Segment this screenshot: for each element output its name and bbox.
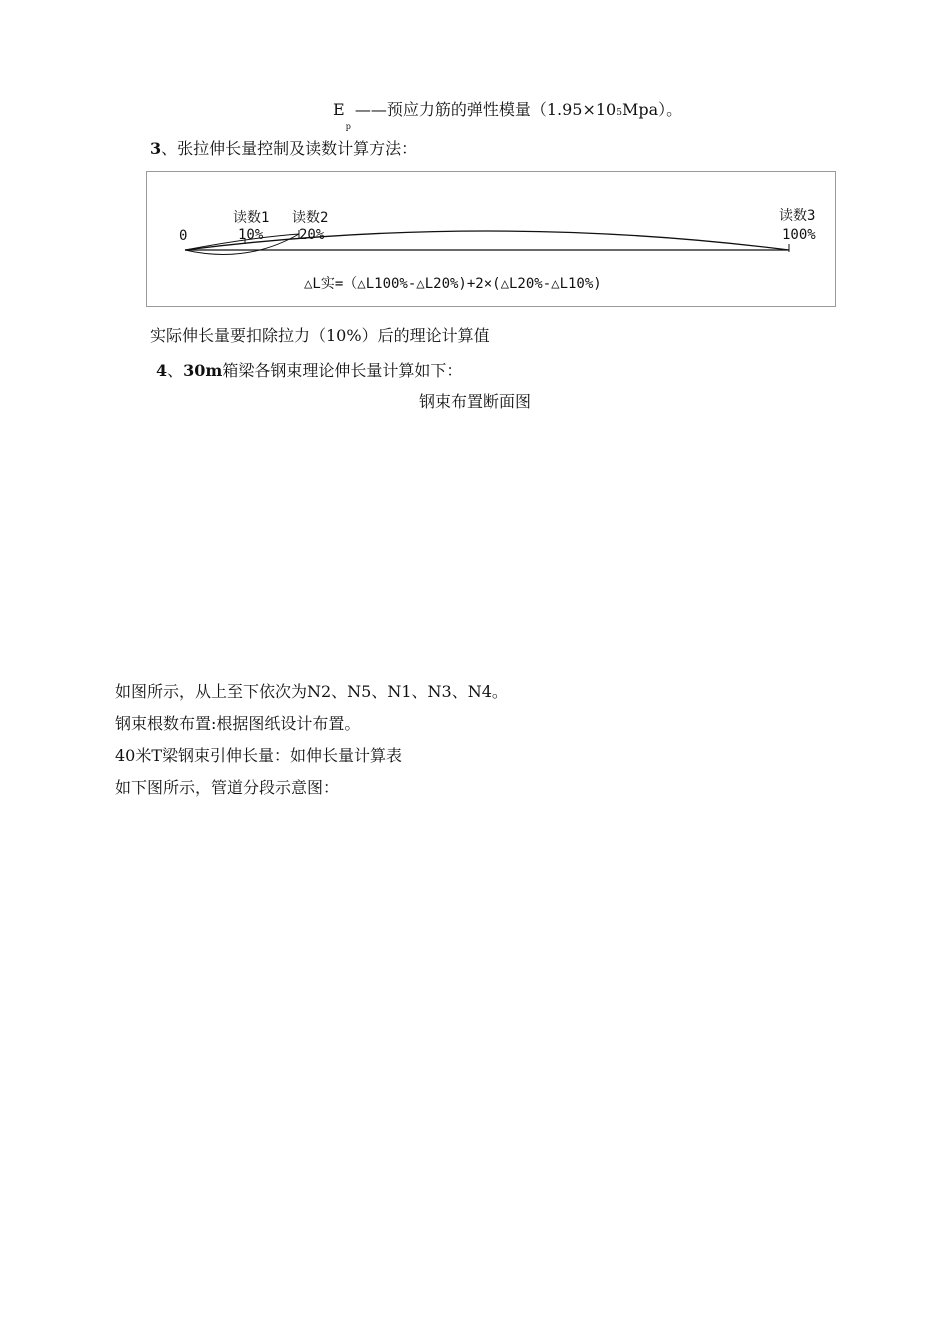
reading-3-pct: 100% bbox=[782, 227, 816, 243]
reading-2-pct: 20% bbox=[299, 227, 325, 243]
paragraph-count: 钢束根数布置:根据图纸设计布置。 bbox=[115, 714, 361, 733]
paragraph-order: 如图所示，从上至下依次为N2、N5、N1、N3、N4。 bbox=[115, 682, 508, 701]
section-4-bold: 30m bbox=[183, 361, 223, 380]
reading-1-name: 读数1 bbox=[233, 210, 270, 226]
ep-dash: —— bbox=[354, 100, 387, 119]
ep-text-before: 预应力筋的弹性模量（1.95×10 bbox=[386, 100, 617, 119]
tendon-arc bbox=[185, 231, 789, 250]
section-3-title: 、张拉伸长量控制及读数计算方法： bbox=[161, 139, 418, 158]
reading-1-pct: 10% bbox=[238, 227, 264, 243]
reading-3-name: 读数3 bbox=[779, 208, 816, 224]
ep-text-after: Mpa）。 bbox=[621, 100, 683, 119]
note-after-figure: 实际伸长量要扣除拉力（10%）后的理论计算值 bbox=[150, 326, 490, 345]
section-3-number: 3 bbox=[150, 139, 162, 158]
paragraph-elongation: 40米T梁钢束引伸长量：如伸长量计算表 bbox=[115, 746, 403, 765]
ep-symbol: E bbox=[333, 100, 345, 119]
section-3-heading bbox=[150, 136, 417, 159]
elastic-modulus-line bbox=[333, 97, 683, 131]
reading-2-name: 读数2 bbox=[292, 210, 329, 226]
section-4-heading bbox=[156, 358, 462, 381]
ep-subscript: p bbox=[345, 122, 351, 131]
section-4-title: 箱梁各钢束理论伸长量计算如下： bbox=[222, 361, 463, 380]
tendon-layout-caption: 钢束布置断面图 bbox=[419, 392, 532, 411]
elongation-formula: △L实=（△L100%-△L20%)+2×(△L20%-△L10%) bbox=[304, 276, 602, 292]
ep-exponent: 5 bbox=[616, 108, 622, 118]
elongation-reading-diagram bbox=[146, 171, 836, 307]
section-4-number: 4 bbox=[156, 361, 168, 380]
label-zero: 0 bbox=[179, 228, 188, 244]
paragraph-segment-diagram: 如下图所示，管道分段示意图： bbox=[115, 778, 340, 797]
section-4-sep: 、 bbox=[167, 361, 184, 380]
